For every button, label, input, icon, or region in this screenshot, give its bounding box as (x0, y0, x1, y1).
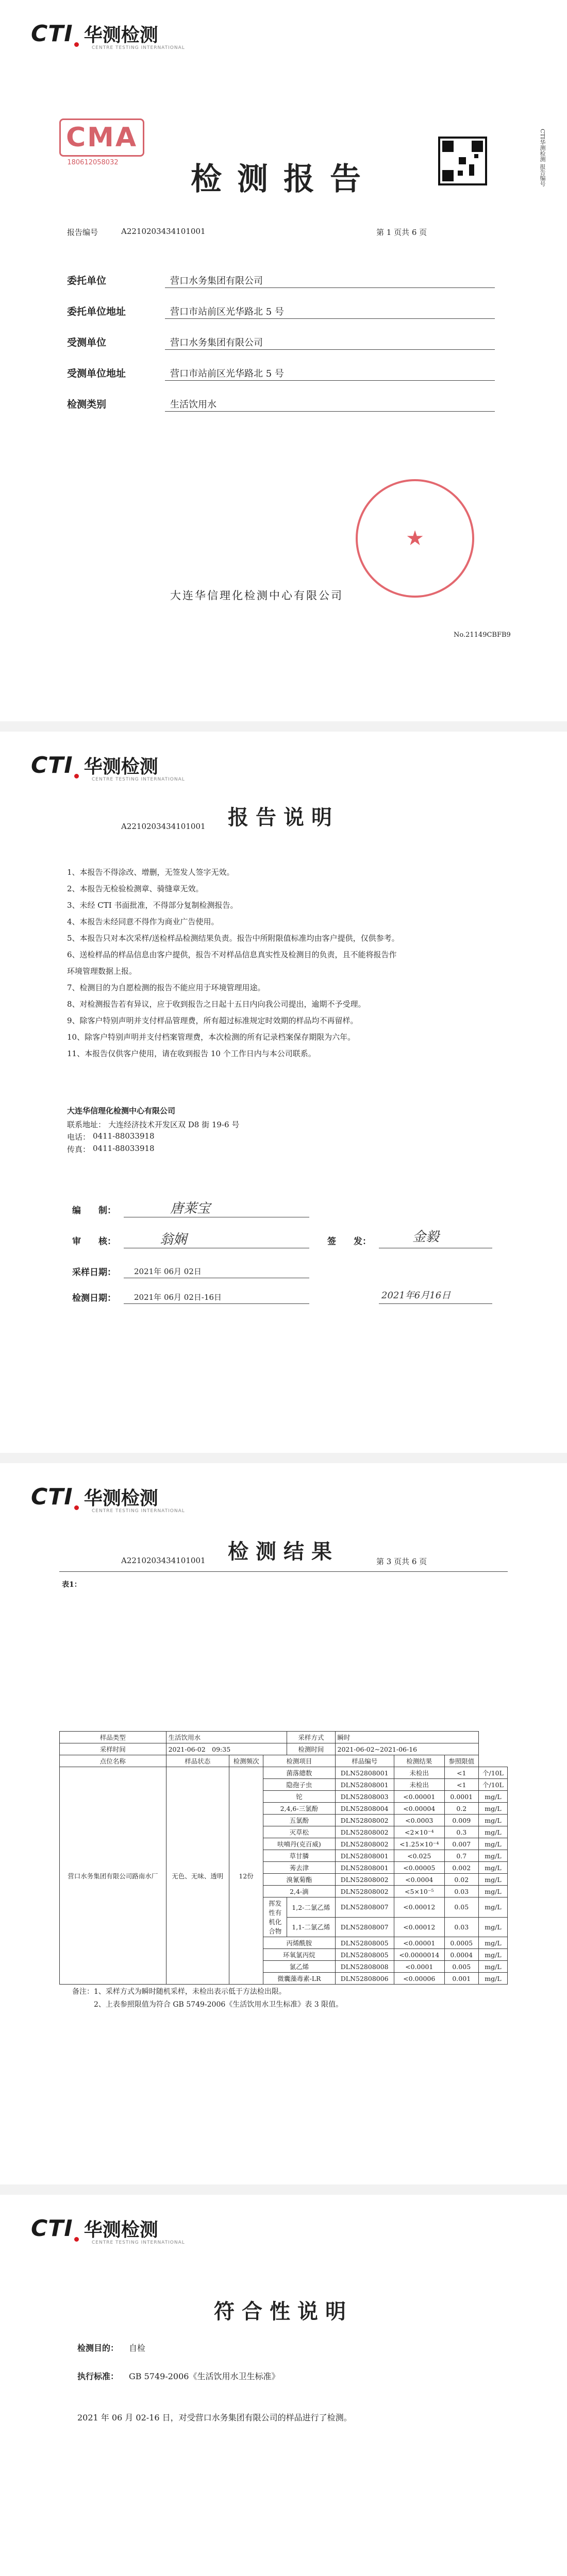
receive-date-label: 检测日期： (72, 1293, 116, 1303)
qr-code-icon (438, 137, 487, 185)
table-row (60, 1732, 508, 1743)
purpose-label: 检测目的： (77, 2343, 119, 2353)
org-name: 大连华信理化检测中心有限公司 (170, 589, 343, 602)
underline (165, 411, 495, 412)
no-cell: DLN52808005 (335, 1949, 394, 1961)
no-cell: DLN52808001 (335, 1862, 394, 1874)
no-cell: DLN52808001 (335, 1850, 394, 1862)
no-cell: DLN52808002 (335, 1886, 394, 1897)
tested-address-value: 营口市站前区光华路北 5 号 (170, 368, 284, 379)
footnote: 2、上表参照限值为符合 GB 5749-2006《生活饮用水卫生标准》表 3 限值。 (72, 2001, 343, 2009)
client-address-value: 营口市站前区光华路北 5 号 (170, 307, 284, 317)
limit-cell: 0.03 (444, 1917, 478, 1937)
result-cell: <0.0004 (394, 1874, 444, 1886)
item-cell: 菌落總数 (263, 1767, 335, 1779)
unit-cell: mg/L (478, 1850, 507, 1862)
underline (379, 1303, 492, 1304)
approver-signature: 金毅 (412, 1229, 440, 1245)
page-info: 第 1 页共 6 页 (376, 228, 427, 237)
limit-cell: 0.009 (444, 1815, 478, 1826)
no-cell: DLN52808001 (335, 1767, 394, 1779)
report-no: A2210203434101001 (121, 1556, 206, 1565)
no-cell: DLN52808006 (335, 1973, 394, 1985)
underline (165, 349, 495, 350)
limit-cell: 0.0005 (444, 1937, 478, 1949)
client-address-label: 委托单位地址 (67, 306, 126, 317)
no-cell: DLN52808007 (335, 1917, 394, 1937)
result-cell: <2×10⁻⁴ (394, 1826, 444, 1838)
note-item: 6、送检样品的样品信息由客户提供，报告不对样品信息真实性及检测目的负责，且不能将报告作 (67, 950, 397, 959)
table-caption: 表1： (62, 1581, 81, 1589)
unit-cell: mg/L (478, 1838, 507, 1850)
logo-chinese-text: 华测检测 (84, 756, 158, 777)
logo-cti-text: CTI (31, 21, 73, 47)
fax-label: 传真： (67, 1145, 91, 1154)
note-item: 10、除客户特别声明并支付档案管理费，本次检测的所有记录档案保存期限为六年。 (67, 1032, 356, 1042)
reviewer-signature: 翁娴 (160, 1232, 187, 1247)
result-cell: <1.25×10⁻⁴ (394, 1838, 444, 1850)
meta-value: 2021-06-02~2021-06-16 (335, 1743, 478, 1755)
report-title: 检测报告 (191, 161, 376, 197)
no-cell: DLN52808007 (335, 1897, 394, 1918)
column-header: 检测频次 (229, 1755, 263, 1767)
underline (124, 1303, 309, 1304)
unit-cell: mg/L (478, 1826, 507, 1838)
item-cell: 呋喃丹(克百威) (263, 1838, 335, 1850)
item-cell: 微囊藻毒素-LR (263, 1973, 335, 1985)
limit-cell: 0.7 (444, 1850, 478, 1862)
table-header-row (60, 1755, 508, 1767)
meta-label: 采样时间 (60, 1743, 166, 1755)
no-cell: DLN52808005 (335, 1937, 394, 1949)
item-cell: 铊 (263, 1791, 335, 1803)
result-cell: <0.00005 (394, 1862, 444, 1874)
purpose-value: 自检 (129, 2343, 146, 2353)
no-cell: DLN52808008 (335, 1961, 394, 1973)
header-rule (59, 1571, 508, 1572)
freq-cell: 12份 (229, 1767, 263, 1985)
site-cell: 营口水务集团有限公司路南水厂 (60, 1767, 166, 1985)
company-logo (31, 21, 185, 50)
meta-label: 样品类型 (60, 1732, 166, 1743)
unit-cell: mg/L (478, 1803, 507, 1815)
note-item: 5、本报告只对本次采样/送检样品检测结果负责。报告中所附限值标准均由客户提供，仅供参考。 (67, 934, 399, 943)
logo-red-dot-icon (74, 42, 79, 47)
cma-logo-icon: CMA (59, 118, 144, 157)
report-no: A2210203434101001 (121, 227, 206, 236)
logo-red-dot-icon (74, 2237, 79, 2242)
tested-unit-value: 营口水务集团有限公司 (170, 337, 263, 348)
note-item: 8、对检测报告若有异议，应于收到报告之日起十五日内向我公司提出，逾期不予受理。 (67, 999, 366, 1009)
conformity-title: 符合性说明 (214, 2299, 353, 2324)
result-cell: 未检出 (394, 1779, 444, 1791)
column-header: 检测项目 (263, 1755, 335, 1767)
logo-chinese-text: 华测检测 (84, 2219, 158, 2241)
limit-cell: 0.0001 (444, 1791, 478, 1803)
result-cell: <0.00012 (394, 1917, 444, 1937)
column-header: 点位名称 (60, 1755, 166, 1767)
address-value: 大连经济技术开发区双 D8 街 19-6 号 (108, 1120, 240, 1129)
side-vertical-text: CTI华测检测 报告编号 (539, 129, 546, 187)
item-cell: 溴氰菊酯 (263, 1874, 335, 1886)
item-cell: 灭草松 (263, 1826, 335, 1838)
no-cell: DLN52808003 (335, 1791, 394, 1803)
footnote: 备注：1、采样方式为瞬时随机采样，未检出表示低于方法检出限。 (72, 1988, 286, 1996)
table-row (60, 1743, 508, 1755)
editor-signature: 唐莱宝 (170, 1201, 211, 1216)
underline (165, 380, 495, 381)
group-cell: 挥发性有机化合物 (263, 1897, 287, 1937)
column-header: 样品状态 (166, 1755, 229, 1767)
sample-date: 2021年 06月 02日 (134, 1267, 202, 1276)
result-cell: <0.00012 (394, 1897, 444, 1918)
address-label: 联系地址： (67, 1120, 106, 1129)
limit-cell: 0.3 (444, 1826, 478, 1838)
limit-cell: 0.03 (444, 1886, 478, 1897)
company-logo (31, 752, 185, 782)
logo-english-text: CENTRE TESTING INTERNATIONAL (92, 2240, 185, 2245)
no-cell: DLN52808002 (335, 1838, 394, 1850)
unit-cell: mg/L (478, 1917, 507, 1937)
item-cell: 氯乙烯 (263, 1961, 335, 1973)
note-item: 11、本报告仅供客户使用，请在收到报告 10 个工作日内与本公司联系。 (67, 1049, 316, 1058)
editor-label: 编 制： (72, 1206, 116, 1216)
item-cell: 丙烯酰胺 (263, 1937, 335, 1949)
page-info: 第 3 页共 6 页 (376, 1557, 427, 1566)
item-cell: 1,1-二氯乙烯 (287, 1917, 335, 1937)
note-item: 9、除客户特别声明并支付样品管理费，所有超过标准规定时效期的样品均不再留样。 (67, 1016, 358, 1025)
logo-red-dot-icon (74, 774, 79, 778)
limit-cell: 0.2 (444, 1803, 478, 1815)
logo-chinese-text: 华测检测 (84, 25, 158, 46)
standard-label: 执行标准： (77, 2371, 119, 2381)
receive-date: 2021年 06月 02日-16日 (134, 1293, 222, 1302)
meta-label: 检测时间 (287, 1743, 335, 1755)
standard-value: GB 5749-2006《生活饮用水卫生标准》 (129, 2371, 280, 2381)
note-item: 7、检测目的为自愿检测的报告不能应用于环境管理用途。 (67, 983, 265, 992)
logo-english-text: CENTRE TESTING INTERNATIONAL (92, 777, 185, 782)
report-no: A2210203434101001 (121, 822, 206, 831)
column-header: 参照限值 (444, 1755, 478, 1767)
note-item: 1、本报告不得涂改、增删，无签发人签字无效。 (67, 868, 235, 877)
result-cell: <5×10⁻⁵ (394, 1886, 444, 1897)
note-item: 环境管理数据上报。 (67, 967, 137, 976)
tel-value: 0411-88033918 (93, 1131, 155, 1141)
page-separator (0, 2184, 567, 2195)
unit-cell: mg/L (478, 1897, 507, 1918)
result-cell: <0.00006 (394, 1973, 444, 1985)
result-cell: <0.0000014 (394, 1949, 444, 1961)
company-logo (31, 2215, 185, 2245)
unit-cell: mg/L (478, 1961, 507, 1973)
sample-date-label: 采样日期： (72, 1267, 116, 1278)
unit-cell: 个/10L (478, 1767, 507, 1779)
limit-cell: 0.007 (444, 1838, 478, 1850)
limit-cell: <1 (444, 1779, 478, 1791)
unit-cell: mg/L (478, 1937, 507, 1949)
unit-cell: mg/L (478, 1973, 507, 1985)
results-title: 检测结果 (228, 1539, 339, 1564)
logo-chinese-text: 华测检测 (84, 1488, 158, 1509)
no-cell: DLN52808004 (335, 1803, 394, 1815)
result-cell: 未检出 (394, 1767, 444, 1779)
logo-cti-text: CTI (31, 752, 73, 778)
reviewer-label: 审 核： (72, 1236, 116, 1247)
unit-cell: 个/10L (478, 1779, 507, 1791)
result-cell: <0.00001 (394, 1937, 444, 1949)
result-cell: <0.025 (394, 1850, 444, 1862)
note-item: 3、未经 CTI 书面批准，不得部分复制检测报告。 (67, 901, 238, 910)
report-cover-page (0, 0, 567, 721)
tested-address-label: 受测单位地址 (67, 368, 126, 379)
test-category-value: 生活饮用水 (170, 399, 216, 410)
unit-cell: mg/L (478, 1874, 507, 1886)
result-cell: <0.00004 (394, 1803, 444, 1815)
results-body (60, 1767, 508, 1985)
meta-value: 2021-06-02 09:35 (166, 1743, 287, 1755)
item-cell: 2,4,6-三氯酚 (263, 1803, 335, 1815)
results-table (59, 1731, 508, 1985)
tested-unit-label: 受测单位 (67, 337, 107, 348)
item-cell: 隐孢子虫 (263, 1779, 335, 1791)
unit-cell: mg/L (478, 1949, 507, 1961)
note-item: 2、本报告无检验检测章、骑缝章无效。 (67, 884, 204, 893)
meta-label: 采样方式 (287, 1732, 335, 1743)
company-logo (31, 1484, 185, 1514)
meta-value: 瞬时 (335, 1732, 478, 1743)
red-seal-stamp (356, 479, 474, 598)
cma-number: 180612058032 (67, 159, 119, 166)
underline (165, 287, 495, 288)
client-label: 委托单位 (67, 275, 107, 286)
tel-label: 电话： (67, 1132, 91, 1142)
page-separator (0, 1453, 567, 1463)
limit-cell: <1 (444, 1767, 478, 1779)
logo-english-text: CENTRE TESTING INTERNATIONAL (92, 1509, 185, 1514)
sign-date: 2021年6月16日 (381, 1290, 451, 1301)
no-cell: DLN52808002 (335, 1874, 394, 1886)
unit-cell: mg/L (478, 1886, 507, 1897)
notes-title: 报告说明 (228, 805, 339, 829)
column-header: 样品编号 (335, 1755, 394, 1767)
company-name: 大连华信理化检测中心有限公司 (67, 1106, 176, 1115)
limit-cell: 0.02 (444, 1874, 478, 1886)
item-cell: 环氧氯丙烷 (263, 1949, 335, 1961)
limit-cell: 0.002 (444, 1862, 478, 1874)
unit-cell: mg/L (478, 1862, 507, 1874)
limit-cell: 0.05 (444, 1897, 478, 1918)
no-cell: DLN52808002 (335, 1826, 394, 1838)
approver-label: 签 发： (327, 1236, 371, 1247)
item-cell: 莠去津 (263, 1862, 335, 1874)
underline (165, 318, 495, 319)
limit-cell: 0.001 (444, 1973, 478, 1985)
unit-cell: mg/L (478, 1791, 507, 1803)
test-category-label: 检测类别 (67, 399, 107, 410)
logo-cti-text: CTI (31, 1484, 73, 1510)
logo-red-dot-icon (74, 1505, 79, 1510)
logo-cti-text: CTI (31, 2215, 73, 2242)
no-cell: DLN52808001 (335, 1779, 394, 1791)
result-cell: <0.0003 (394, 1815, 444, 1826)
page-separator (0, 721, 567, 732)
no-cell: DLN52808002 (335, 1815, 394, 1826)
item-cell: 五氯酚 (263, 1815, 335, 1826)
limit-cell: 0.005 (444, 1961, 478, 1973)
column-header: 检测结果 (394, 1755, 444, 1767)
conformity-page (0, 2195, 567, 2576)
result-cell: <0.0001 (394, 1961, 444, 1973)
item-cell: 1,2-二氯乙烯 (287, 1897, 335, 1918)
client-value: 营口水务集团有限公司 (170, 276, 263, 286)
item-cell: 2,4-滴 (263, 1886, 335, 1897)
intro-text: 2021 年 06 月 02-16 日，对受营口水务集团有限公司的样品进行了检测。 (77, 2413, 352, 2422)
fax-value: 0411-88033918 (93, 1144, 155, 1153)
doc-number: No.21149CBFB9 (454, 631, 511, 639)
seal-star-icon: ★ (406, 527, 424, 550)
item-cell: 草甘膦 (263, 1850, 335, 1862)
logo-english-text: CENTRE TESTING INTERNATIONAL (92, 45, 185, 50)
report-no-label: 报告编号 (67, 228, 98, 237)
state-cell: 无色、无味、透明 (166, 1767, 229, 1985)
result-cell: <0.00001 (394, 1791, 444, 1803)
table-row (60, 1767, 508, 1779)
note-item: 4、本报告未经同意不得作为商业广告使用。 (67, 917, 219, 926)
report-notes-page (0, 732, 567, 1453)
unit-cell: mg/L (478, 1815, 507, 1826)
meta-value: 生活饮用水 (166, 1732, 287, 1743)
limit-cell: 0.0004 (444, 1949, 478, 1961)
